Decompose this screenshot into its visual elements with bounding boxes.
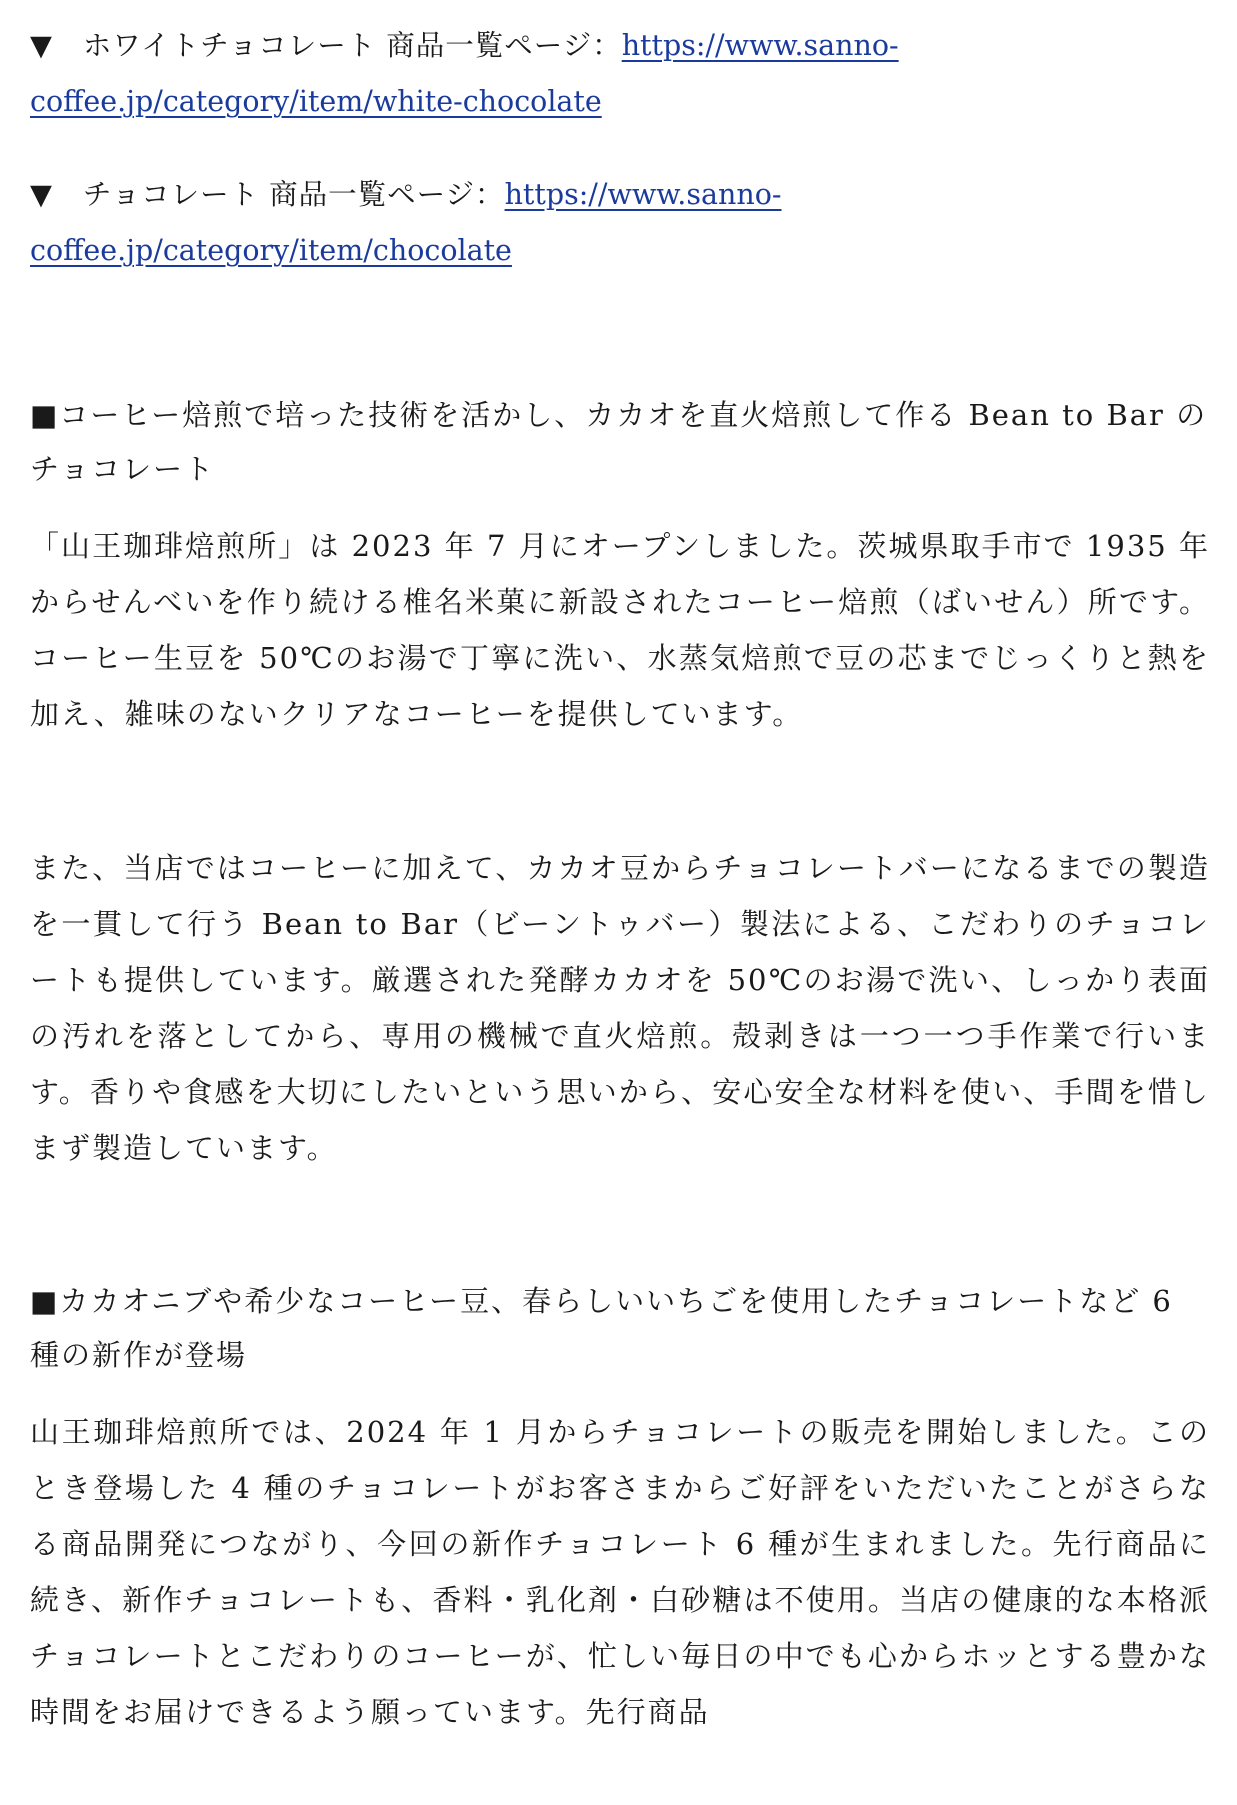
spacer: [30, 1176, 1210, 1274]
triangle-bullet-icon: ▼: [30, 178, 53, 211]
white-chocolate-link-line: [30, 18, 1210, 130]
paragraph-bean-to-bar-process: また、当店ではコーヒーに加えて、カカオ豆からチョコレートバーになるまでの製造を一貫して行う Bean to Bar（ビーントゥバー）製法による、こだわりのチョコレートも提供しています。厳選された発酵カカオを 50℃のお湯で洗い、しっかり表面の汚れを落としてから、専用の機械で直火焙煎。殻剥きは一つ一つ手作業で行います。香りや食感を大切にしたいという思いから、安心安全な材料を使い、手間を惜しまず製造しています。: [30, 851, 1210, 1165]
white-chocolate-url-link[interactable]: https://www.sanno-coffee.jp/category/item/white-chocolate: [30, 29, 899, 118]
spacer: [30, 742, 1210, 840]
section-heading-bean-to-bar: ■コーヒー焙煎で培った技術を活かし、カカオを直火焙煎して作る Bean to Bar のチョコレート: [30, 398, 1208, 486]
white-chocolate-link-label: ホワイトチョコレート 商品一覧ページ：: [82, 29, 622, 62]
chocolate-url-link[interactable]: https://www.sanno-coffee.jp/category/item/chocolate: [30, 178, 782, 267]
chocolate-link-line: [30, 167, 1210, 279]
document-page: [30, 18, 1210, 1740]
triangle-bullet-icon: ▼: [30, 29, 53, 62]
chocolate-link-label: チョコレート 商品一覧ページ：: [82, 178, 505, 211]
section-heading-new-products: ■カカオニブや希少なコーヒー豆、春らしいいちごを使用したチョコレートなど 6 種の新作が登場: [30, 1284, 1173, 1372]
spacer: [30, 316, 1210, 388]
paragraph-new-products: 山王珈琲焙煎所では、2024 年 1 月からチョコレートの販売を開始しました。このとき登場した 4 種のチョコレートがお客さまからご好評をいただいたことがさらなる商品開発につながり、今回の新作チョコレート 6 種が生まれました。先行商品に続き、新作チョコレートも、香料・乳化剤・白砂糖は不使用。当店の健康的な本格派チョコレートとこだわりのコーヒーが、忙しい毎日の中でも心からホッとする豊かな時間をお届けできるよう願っています。先行商品: [30, 1415, 1210, 1729]
paragraph-about-shop: 「山王珈琲焙煎所」は 2023 年 7 月にオープンしました。茨城県取手市で 1935 年からせんべいを作り続ける椎名米菓に新設されたコーヒー焙煎（ばいせん）所です。コーヒー生豆を 50℃のお湯で丁寧に洗い、水蒸気焙煎で豆の芯までじっくりと熱を加え、雑味のないクリアなコーヒーを提供しています。: [30, 529, 1210, 731]
